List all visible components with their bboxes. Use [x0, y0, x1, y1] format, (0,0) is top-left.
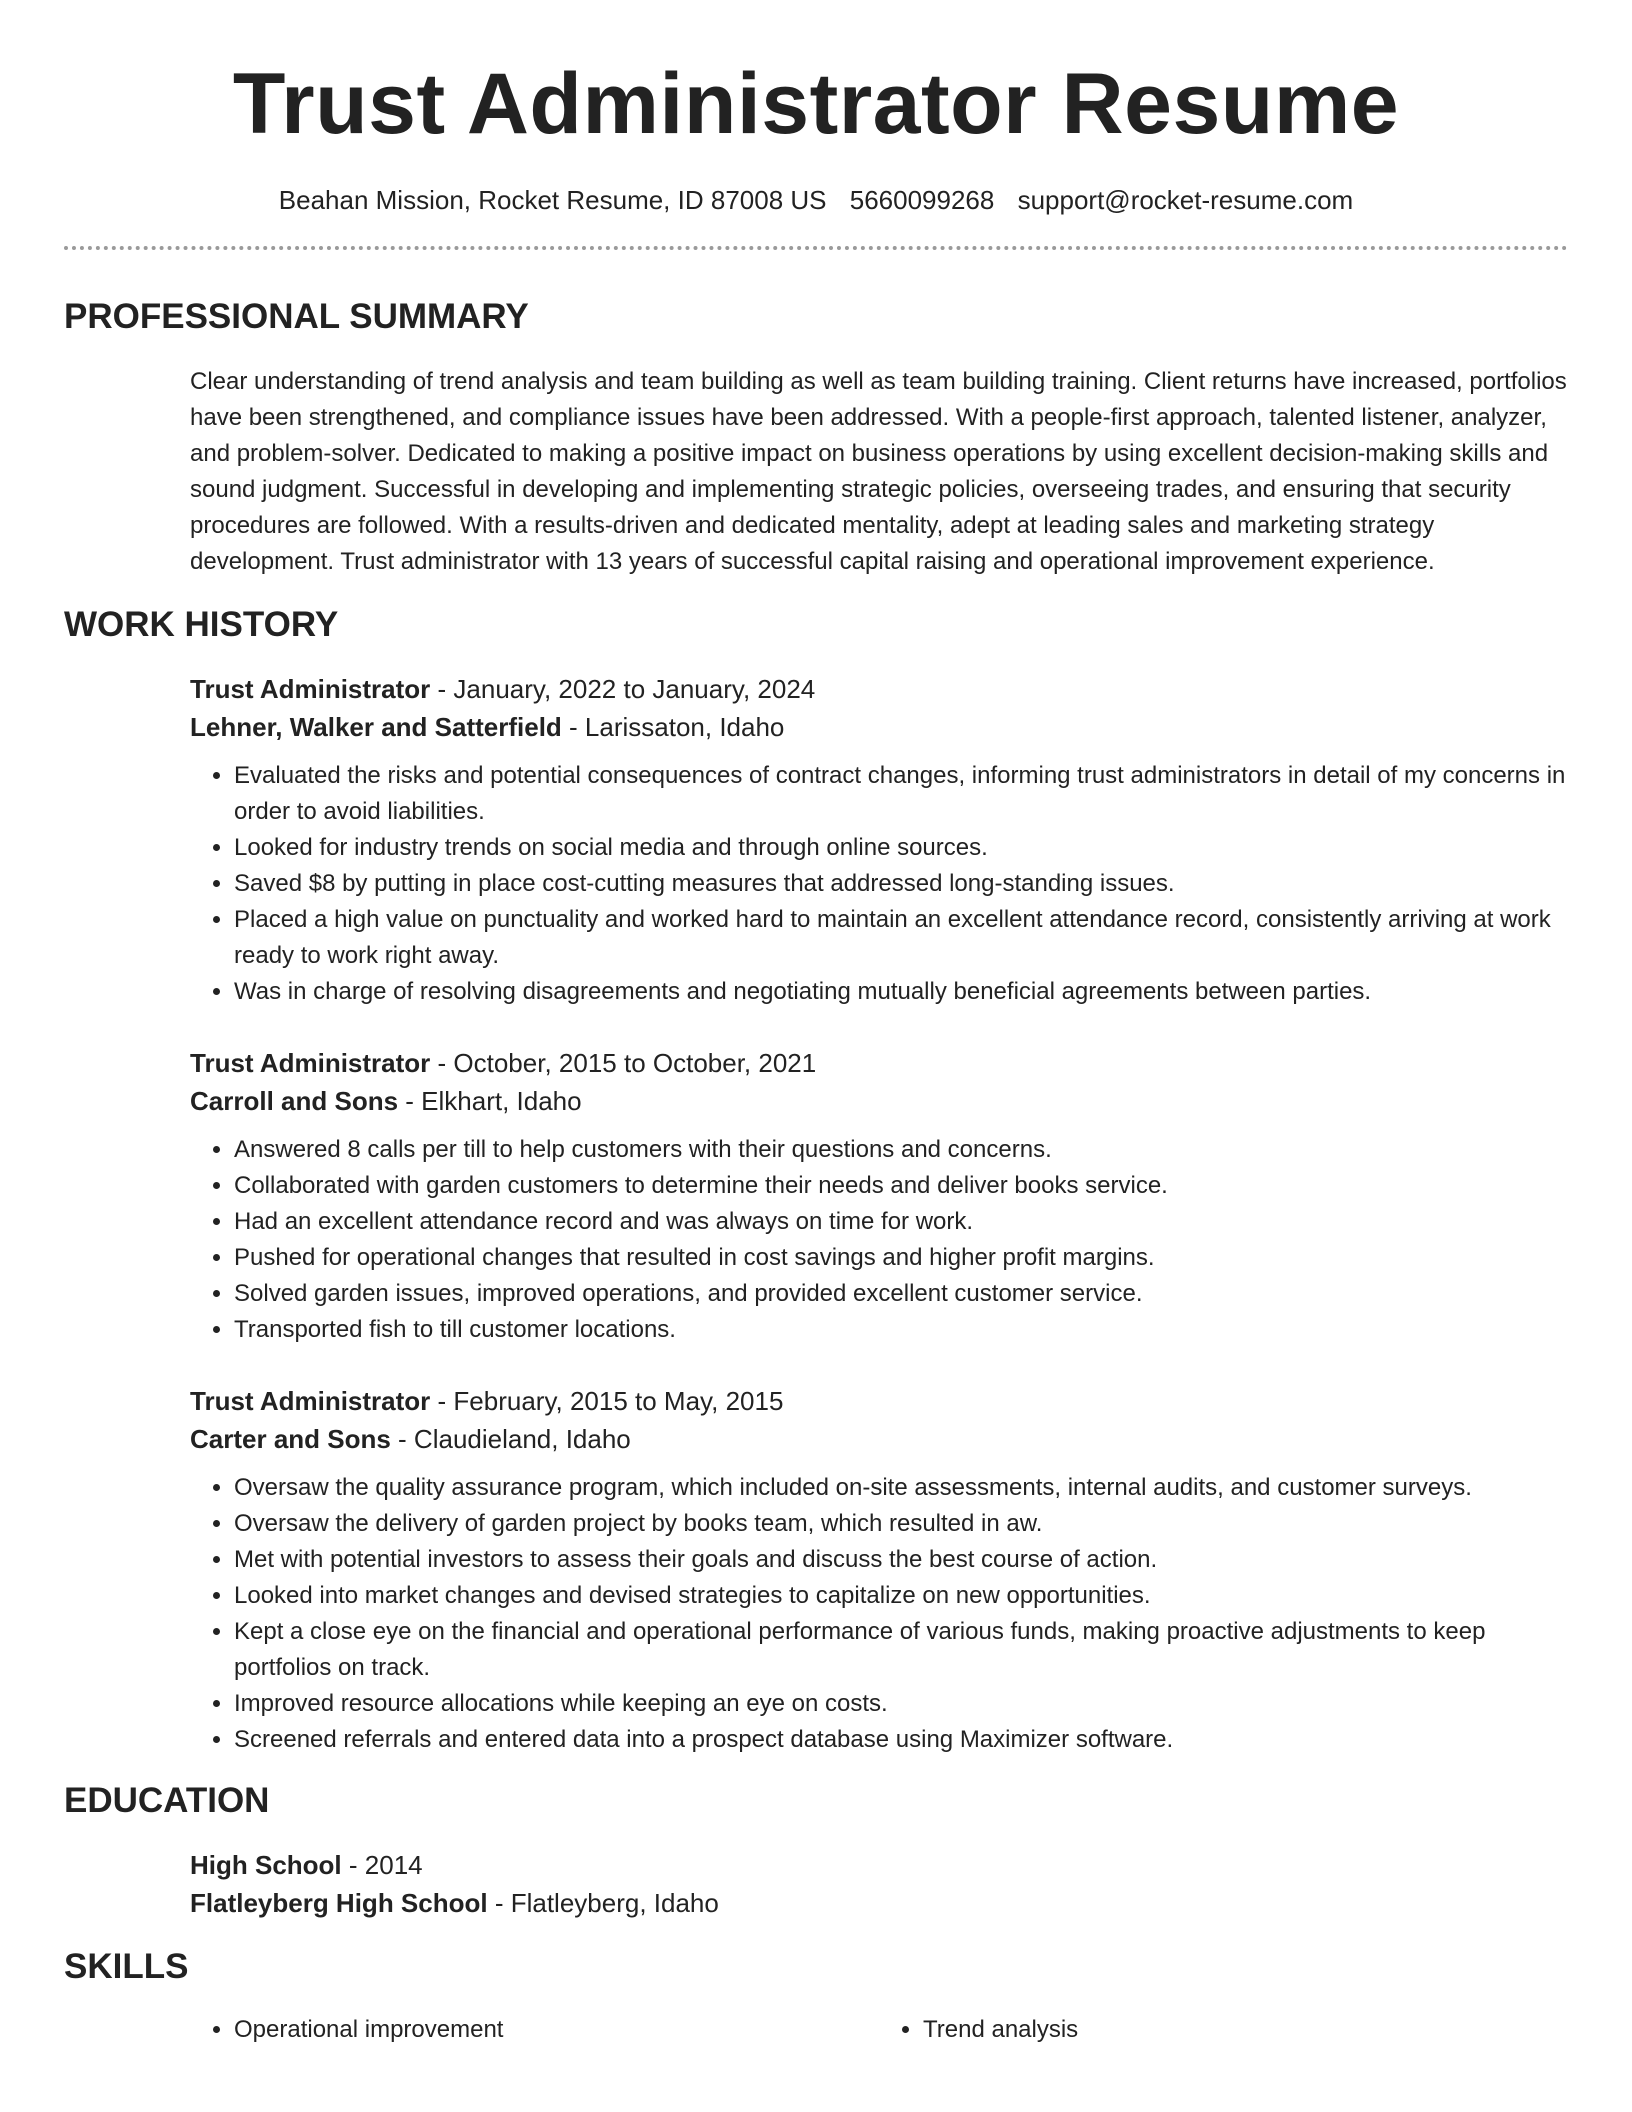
job-company: Carroll and Sons: [190, 1086, 399, 1116]
duty-item: • Looked into market changes and devised strategies to capitalize on new opportunities.: [234, 1578, 1568, 1614]
duty-item: • Kept a close eye on the financial and operational performance of various funds, making proactive adjustments to keep portfolios on track.: [234, 1614, 1568, 1686]
summary-heading: PROFESSIONAL SUMMARY: [64, 297, 529, 336]
education-entry: [190, 1846, 1568, 1922]
contact-email: support@rocket-resume.com: [1017, 185, 1354, 215]
duty-item: • Pushed for operational changes that resulted in cost savings and higher profit margins.: [234, 1240, 1568, 1276]
header-divider: [64, 246, 1568, 250]
job-entry: [190, 1382, 1568, 1758]
job-location: - Larissaton, Idaho: [561, 712, 785, 742]
duty-item: • Transported fish to till customer locations.: [234, 1312, 1568, 1348]
duty-item: • Evaluated the risks and potential consequences of contract changes, informing trust administrators in detail of my concerns in order to avoid liabilities.: [234, 758, 1568, 830]
contact-line: [64, 184, 1568, 216]
skills-grid: [190, 2012, 1568, 2048]
skills-heading: SKILLS: [64, 1947, 189, 1986]
job-title: Trust Administrator: [190, 1386, 431, 1416]
job-dates: - February, 2015 to May, 2015: [430, 1386, 784, 1416]
summary-text: Clear understanding of trend analysis and team building as well as team building training. Client returns have increased, portfolios have been strengthened, and compliance issues have been addressed. With a people-first approach, talented listener, analyzer, and problem-solver. Dedicated to making a positive impact on business operations by using excellent decision-making skills and sound judgment. Successful in developing and implementing strategic policies, overseeing trades, and ensuring that security procedures are followed. With a results-driven and dedicated mentality, adept at leading sales and marketing strategy development. Trust administrator with 13 years of successful capital raising and operational improvement experience.: [190, 368, 1567, 575]
job-entry: [190, 670, 1568, 1010]
duty-item: • Oversaw the delivery of garden project by books team, which resulted in aw.: [234, 1506, 1568, 1542]
job-company: Lehner, Walker and Satterfield: [190, 712, 562, 742]
duty-item: • Oversaw the quality assurance program, which included on-site assessments, internal audits, and customer surveys.: [234, 1470, 1568, 1506]
education-degree: High School: [190, 1850, 342, 1880]
resume-title: Trust Administrator Resume: [232, 56, 1400, 152]
job-dates: - January, 2022 to January, 2024: [430, 674, 816, 704]
job-company-line: [190, 1082, 1568, 1120]
education-school-line: [190, 1884, 1568, 1922]
education-year: - 2014: [341, 1850, 423, 1880]
job-title-line: [190, 1044, 1568, 1082]
job-entry: [190, 1044, 1568, 1348]
duty-item: • Screened referrals and entered data into a prospect database using Maximizer software.: [234, 1722, 1568, 1758]
job-duties-list: [190, 1132, 1568, 1348]
education-location: - Flatleyberg, Idaho: [487, 1888, 719, 1918]
resume-page: [64, 0, 1568, 2048]
contact-phone: 5660099268: [849, 185, 995, 215]
education-school: Flatleyberg High School: [190, 1888, 488, 1918]
job-company: Carter and Sons: [190, 1424, 391, 1454]
job-duties-list: [190, 1470, 1568, 1758]
job-location: - Elkhart, Idaho: [398, 1086, 582, 1116]
job-title-line: [190, 1382, 1568, 1420]
job-title-line: [190, 670, 1568, 708]
duty-item: • Was in charge of resolving disagreements and negotiating mutually beneficial agreements between parties.: [234, 974, 1568, 1010]
skills-list-left: [190, 2012, 879, 2048]
skills-list-right: [879, 2012, 1568, 2048]
duty-item: • Placed a high value on punctuality and worked hard to maintain an excellent attendance record, consistently arriving at work ready to work right away.: [234, 902, 1568, 974]
job-location: - Claudieland, Idaho: [390, 1424, 631, 1454]
job-company-line: [190, 1420, 1568, 1458]
job-title: Trust Administrator: [190, 674, 431, 704]
duty-item: • Looked for industry trends on social media and through online sources.: [234, 830, 1568, 866]
duty-item: • Met with potential investors to assess their goals and discuss the best course of action.: [234, 1542, 1568, 1578]
job-company-line: [190, 708, 1568, 746]
job-dates: - October, 2015 to October, 2021: [430, 1048, 817, 1078]
duty-item: • Improved resource allocations while keeping an eye on costs.: [234, 1686, 1568, 1722]
contact-address: Beahan Mission, Rocket Resume, ID 87008 US: [278, 185, 827, 215]
education-heading: EDUCATION: [64, 1781, 270, 1820]
skill-item: • Trend analysis: [923, 2012, 1568, 2048]
job-title: Trust Administrator: [190, 1048, 431, 1078]
duty-item: • Saved $8 by putting in place cost-cutting measures that addressed long-standing issues.: [234, 866, 1568, 902]
job-duties-list: [190, 758, 1568, 1010]
skill-item: • Operational improvement: [234, 2012, 879, 2048]
duty-item: • Had an excellent attendance record and was always on time for work.: [234, 1204, 1568, 1240]
duty-item: • Answered 8 calls per till to help customers with their questions and concerns.: [234, 1132, 1568, 1168]
duty-item: • Solved garden issues, improved operations, and provided excellent customer service.: [234, 1276, 1568, 1312]
education-degree-line: [190, 1846, 1568, 1884]
duty-item: • Collaborated with garden customers to determine their needs and deliver books service.: [234, 1168, 1568, 1204]
work-history-heading: WORK HISTORY: [64, 605, 339, 644]
